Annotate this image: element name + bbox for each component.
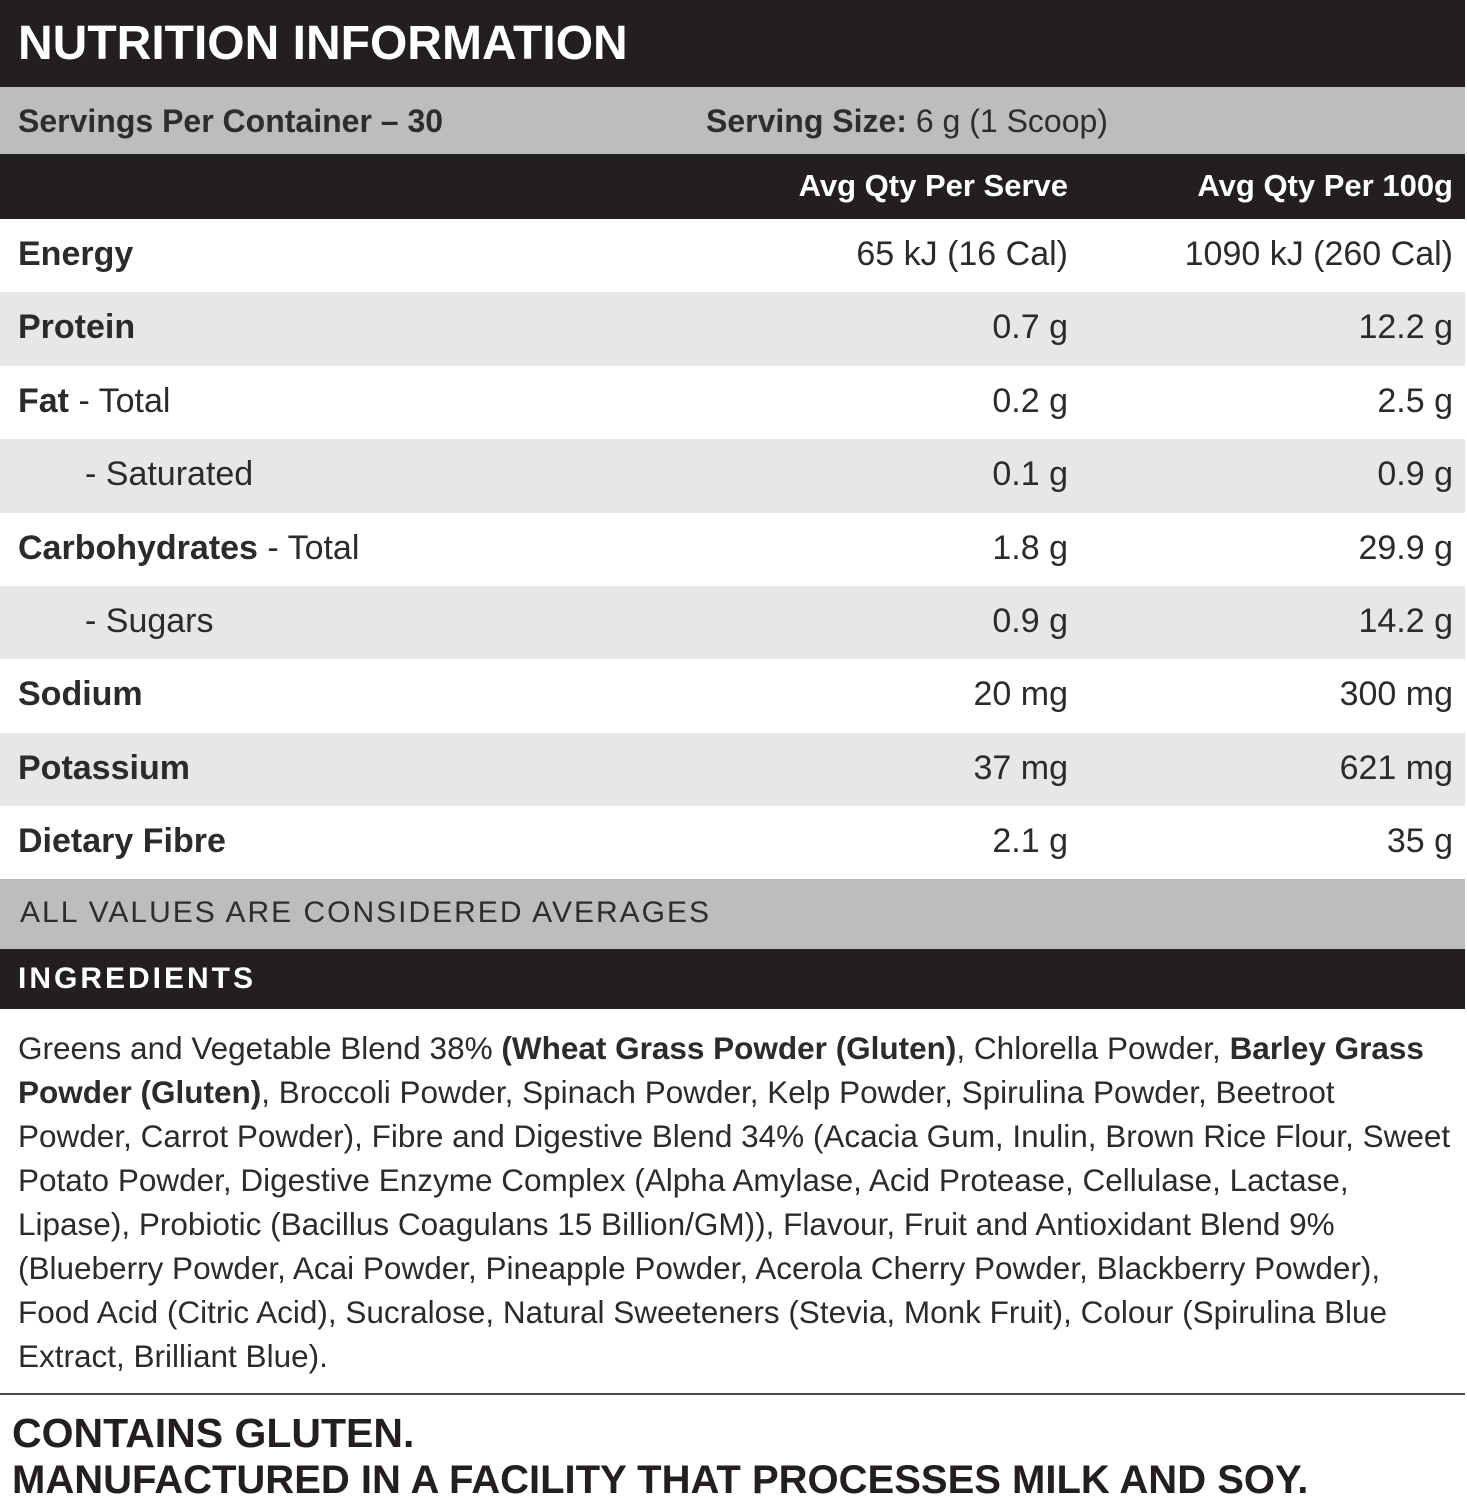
per-serve-value: 20 mg [973,675,1068,714]
nutrition-rows [0,219,1465,880]
nutrient-name: Dietary Fibre [18,822,226,861]
ingredients-text: Greens and Vegetable Blend 38% (Wheat Grass Powder (Gluten), Chlorella Powder, Barley Grass Powder (Gluten), Broccoli Powder, Spinach Powder, Kelp Powder, Spirulina Powder, Beetroot Powder, Carrot Powder), Fibre and Digestive Blend 34% (Acacia Gum, Inulin, Brown Rice Flour, Sweet Potato Powder, Digestive Enzyme Complex (Alpha Amylase, Acid Protease, Cellulase, Lactase, Lipase), Probiotic (Bacillus Coagulans 15 Billion/GM)), Flavour, Fruit and Antioxidant Blend 9% (Blueberry Powder, Acai Powder, Pineapple Powder, Acerola Cherry Powder, Blackberry Powder), Food Acid (Citric Acid), Sucralose, Natural Sweeteners (Stevia, Monk Fruit), Colour (Spirulina Blue Extract, Brilliant Blue). [18,1030,1451,1374]
panel-title: NUTRITION INFORMATION [18,17,628,70]
column-header-per-100g: Avg Qty Per 100g [1197,168,1453,203]
table-row [0,733,1465,806]
per-serve-value: 0.1 g [992,455,1068,494]
per-serve-value: 2.1 g [992,822,1068,861]
table-row [0,586,1465,659]
table-row [0,439,1465,512]
table-row [0,366,1465,439]
per-100g-value: 35 g [1386,822,1453,861]
table-row [0,219,1465,292]
serving-size [706,103,1108,140]
per-100g-value: 0.9 g [1377,455,1453,494]
divider [0,1393,1465,1395]
per-100g-value: 2.5 g [1377,381,1453,420]
title-bar [0,0,1465,87]
per-100g-value: 300 mg [1339,675,1453,714]
per-serve-value: 65 kJ (16 Cal) [856,235,1068,273]
allergen-wheat-grass: (Wheat Grass Powder (Gluten) [501,1030,957,1066]
table-row [0,806,1465,879]
ingredients-heading: INGREDIENTS [18,962,257,995]
per-serve-value: 0.9 g [992,601,1068,640]
table-row [0,513,1465,586]
averages-note-bar [0,879,1465,949]
nutrient-name: Potassium [18,748,190,787]
serving-info-bar [0,87,1465,154]
nutrient-name: Carbohydrates - Total [18,528,360,567]
column-header-bar [0,154,1465,219]
per-100g-value: 621 mg [1339,748,1453,787]
servings-per-container: Servings Per Container – 30 [18,103,444,139]
nutrient-name: Energy [18,235,134,273]
per-100g-value: 1090 kJ (260 Cal) [1184,235,1453,273]
nutrient-name: Fat - Total [18,381,171,420]
serving-size-value: 6 g (1 Scoop) [915,103,1108,139]
serving-size-label: Serving Size: [706,103,907,139]
column-header-per-serve: Avg Qty Per Serve [798,168,1068,203]
table-row [0,292,1465,365]
averages-note: ALL VALUES ARE CONSIDERED AVERAGES [20,896,711,929]
nutrient-sub-name: - Saturated [85,455,254,494]
ingredients-header-bar [0,949,1465,1009]
per-100g-value: 29.9 g [1358,528,1453,567]
facility-warning: MANUFACTURED IN A FACILITY THAT PROCESSES MILK AND SOY. [12,1458,1309,1502]
nutrient-name: Sodium [18,675,143,714]
per-serve-value: 1.8 g [992,528,1068,567]
per-serve-value: 0.2 g [992,381,1068,420]
nutrient-name: Protein [18,308,136,347]
allergen-warning: CONTAINS GLUTEN. [12,1410,415,1456]
per-serve-value: 0.7 g [992,308,1068,347]
allergen-barley-grass: Barley Grass Powder (Gluten) [18,1030,1424,1110]
nutrient-sub-name: - Sugars [85,601,214,640]
per-100g-value: 14.2 g [1358,601,1453,640]
table-row [0,659,1465,732]
per-serve-value: 37 mg [973,748,1068,787]
per-100g-value: 12.2 g [1358,308,1453,347]
